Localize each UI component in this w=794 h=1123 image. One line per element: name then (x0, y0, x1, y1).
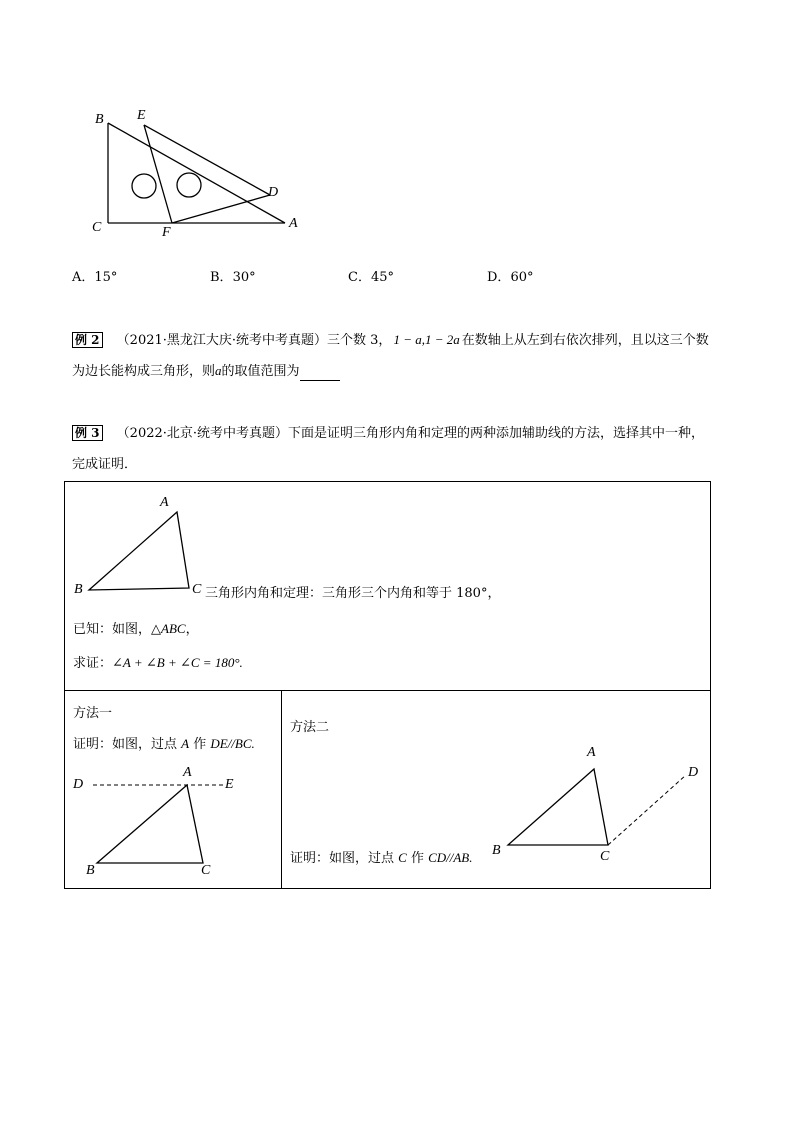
label-C: C (600, 849, 610, 864)
figure-triangle-abc (83, 506, 223, 596)
method2-title: 方法二 (290, 720, 330, 735)
figure-method2 (504, 763, 694, 853)
label-A: A (289, 216, 298, 231)
example3-line1: 例 3 （2022·北京·统考中考真题）下面是证明三角形内角和定理的两种添加辅助线的方法，选择其中一种， (72, 425, 704, 443)
circle-right (177, 173, 201, 197)
label-B: B (95, 112, 104, 127)
label-F: F (162, 225, 171, 240)
method1-cell (65, 691, 282, 889)
example2-line2: 为边长能构成三角形，则a的取值范围为 (72, 362, 340, 381)
label-D: D (688, 765, 699, 780)
example3-tag: 例 3 (72, 425, 103, 441)
label-A: A (183, 765, 192, 780)
given-text: 已知：如图，△ABC， (73, 621, 199, 637)
label-E: E (137, 108, 146, 123)
segment-BA (108, 123, 285, 223)
label-D: D (73, 777, 84, 792)
label-B: B (74, 582, 83, 597)
label-C: C (192, 582, 202, 597)
method2-cell (282, 691, 711, 889)
example2-tag: 例 2 (72, 332, 103, 348)
method1-proof: 证明：如图，过点 A 作 DE//BC. (73, 736, 255, 752)
choice-d: D．60° (487, 270, 534, 285)
method2-proof: 证明：如图，过点 C 作 CD//AB. (290, 850, 473, 866)
label-A: A (587, 745, 596, 760)
choice-c: C．45° (348, 270, 394, 285)
theorem-cell (65, 482, 711, 691)
choice-a: A．15° (72, 270, 118, 285)
circle-left (132, 174, 156, 198)
segment-EF (144, 125, 172, 223)
label-C: C (201, 863, 211, 878)
label-B: B (492, 843, 501, 858)
label-C: C (92, 220, 102, 235)
choice-b: B．30° (210, 270, 256, 285)
theorem-text: 三角形内角和定理：三角形三个内角和等于 180°， (205, 586, 501, 601)
segment-ED (144, 125, 270, 195)
label-B: B (86, 863, 95, 878)
proof-table (64, 481, 711, 889)
example3-line2: 完成证明． (72, 457, 138, 472)
prove-text: 求证：∠A + ∠B + ∠C = 180°. (73, 655, 243, 671)
label-E: E (225, 777, 234, 792)
figure-triangles-circles (80, 105, 320, 240)
answer-blank (300, 368, 340, 381)
example2-line1: 例 2 （2021·黑龙江大庆·统考中考真题）三个数 3， 1 − a,1 − 2a 在数轴上从左到右依次排列，且以这三个数 (72, 331, 709, 350)
figure-method1 (85, 779, 245, 869)
method1-title: 方法一 (73, 706, 113, 721)
segment-FD (172, 195, 270, 223)
label-A: A (160, 495, 169, 510)
label-D: D (268, 185, 279, 200)
